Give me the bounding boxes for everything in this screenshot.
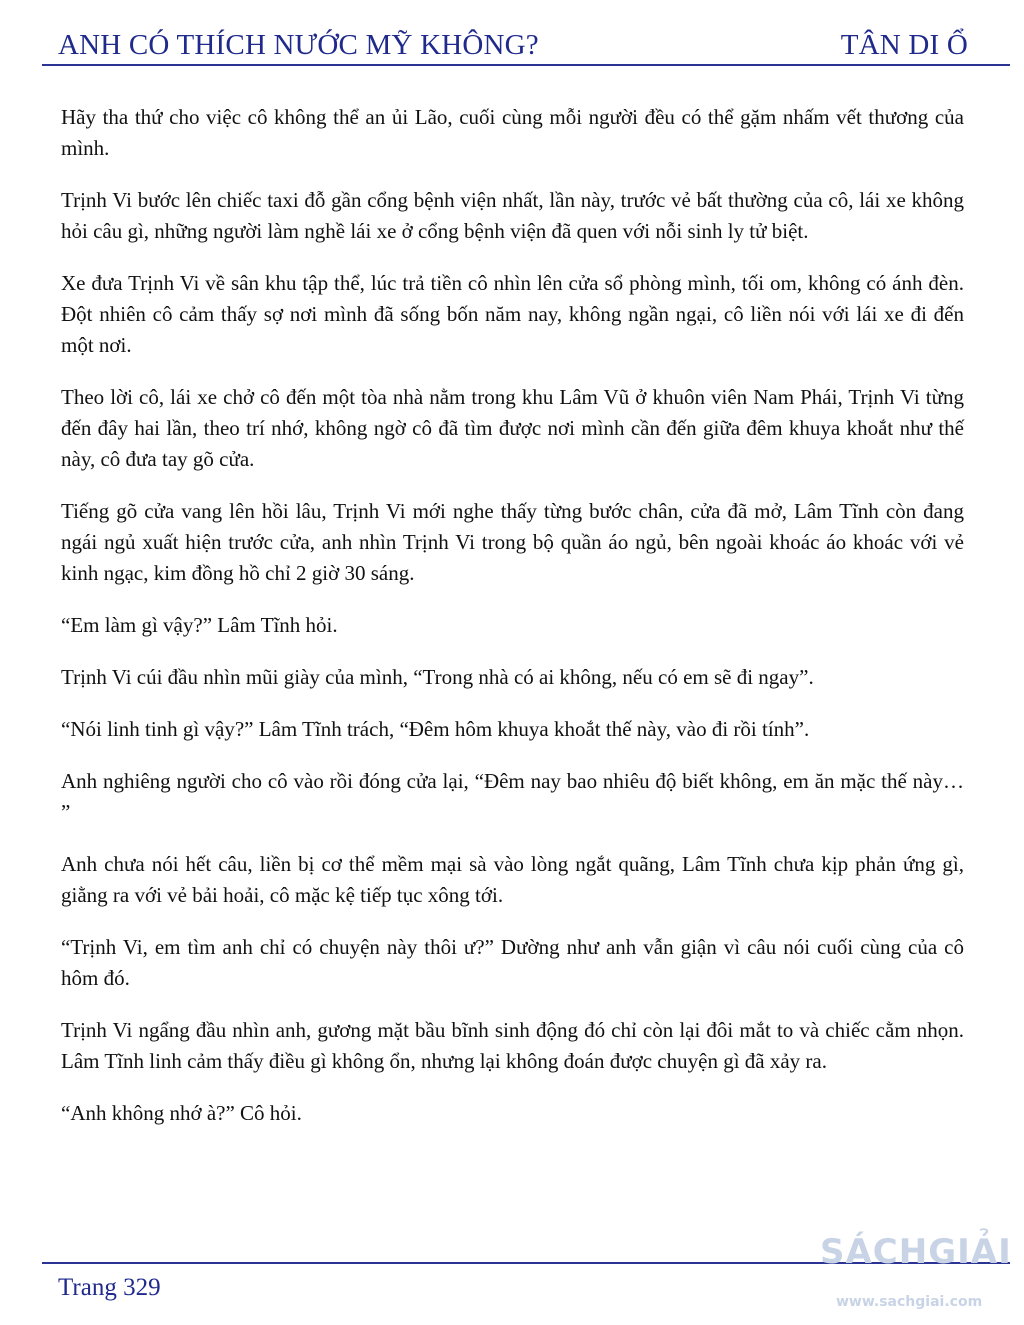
paragraph: Theo lời cô, lái xe chở cô đến một tòa nhà nằm trong khu Lâm Vũ ở khuôn viên Nam Phái, Trịnh Vi từng đến đây hai lần, theo trí nhớ, không ngờ cô đã tìm được nơi mình cần đến giữa đêm khuya khoắt như thế này, cô đưa tay gõ cửa. xyxy=(61,385,964,471)
page-number: Trang 329 xyxy=(58,1274,161,1301)
book-title: ANH CÓ THÍCH NƯỚC MỸ KHÔNG? xyxy=(58,29,539,61)
paragraph: “Trịnh Vi, em tìm anh chỉ có chuyện này thôi ư?” Dường như anh vẫn giận vì câu nói cuối cùng của cô hôm đó. xyxy=(61,935,964,990)
paragraph: Trịnh Vi ngẩng đầu nhìn anh, gương mặt bầu bĩnh sinh động đó chỉ còn lại đôi mắt to và chiếc cằm nhọn. Lâm Tĩnh linh cảm thấy điều gì không ổn, nhưng lại không đoán được chuyện gì đã xảy ra. xyxy=(61,1018,964,1073)
watermark-url: www.sachgiai.com xyxy=(836,1294,983,1310)
paragraph: Trịnh Vi bước lên chiếc taxi đỗ gần cổng bệnh viện nhất, lần này, trước vẻ bất thường của cô, lái xe không hỏi câu gì, những người làm nghề lái xe ở cổng bệnh viện đã quen với nỗi sinh ly tử biệt. xyxy=(61,188,964,243)
author-name: TÂN DI Ổ xyxy=(840,29,968,61)
paragraph: Anh chưa nói hết câu, liền bị cơ thể mềm mại sà vào lòng ngắt quãng, Lâm Tĩnh chưa kịp phản ứng gì, giằng ra với vẻ bải hoải, cô mặc kệ tiếp tục xông tới. xyxy=(61,852,964,907)
paragraph: Anh nghiêng người cho cô vào rồi đóng cửa lại, “Đêm nay bao nhiêu độ biết không, em ăn mặc thế này… ” xyxy=(61,769,964,824)
paragraph: “Anh không nhớ à?” Cô hỏi. xyxy=(61,1101,302,1125)
paragraph: Hãy tha thứ cho việc cô không thể an ủi Lão, cuối cùng mỗi người đều có thể gặm nhấm vết thương của mình. xyxy=(61,105,964,160)
watermark-logo-text: SÁCHGIẢI xyxy=(820,1232,1012,1272)
paragraph: Trịnh Vi cúi đầu nhìn mũi giày của mình, “Trong nhà có ai không, nếu có em sẽ đi ngay”. xyxy=(61,665,814,689)
watermark-logo xyxy=(820,1232,1020,1322)
paragraph: “Nói linh tinh gì vậy?” Lâm Tĩnh trách, “Đêm hôm khuya khoắt thế này, vào đi rồi tính”. xyxy=(61,717,810,741)
header-divider xyxy=(42,64,1010,66)
paragraph: Tiếng gõ cửa vang lên hồi lâu, Trịnh Vi mới nghe thấy từng bước chân, cửa đã mở, Lâm Tĩnh còn đang ngái ngủ xuất hiện trước cửa, anh nhìn Trịnh Vi trong bộ quần áo ngủ, bên ngoài khoác áo khoác với vẻ kinh ngạc, kim đồng hồ chỉ 2 giờ 30 sáng. xyxy=(61,499,964,585)
paragraph: “Em làm gì vậy?” Lâm Tĩnh hỏi. xyxy=(61,613,338,637)
page-header xyxy=(58,22,968,62)
page-body xyxy=(61,102,964,1150)
paragraph: Xe đưa Trịnh Vi về sân khu tập thể, lúc trả tiền cô nhìn lên cửa sổ phòng mình, tối om, không có ánh đèn. Đột nhiên cô cảm thấy sợ nơi mình đã sống bốn năm nay, không ngần ngại, cô liền nói với lái xe đi đến một nơi. xyxy=(61,271,964,357)
